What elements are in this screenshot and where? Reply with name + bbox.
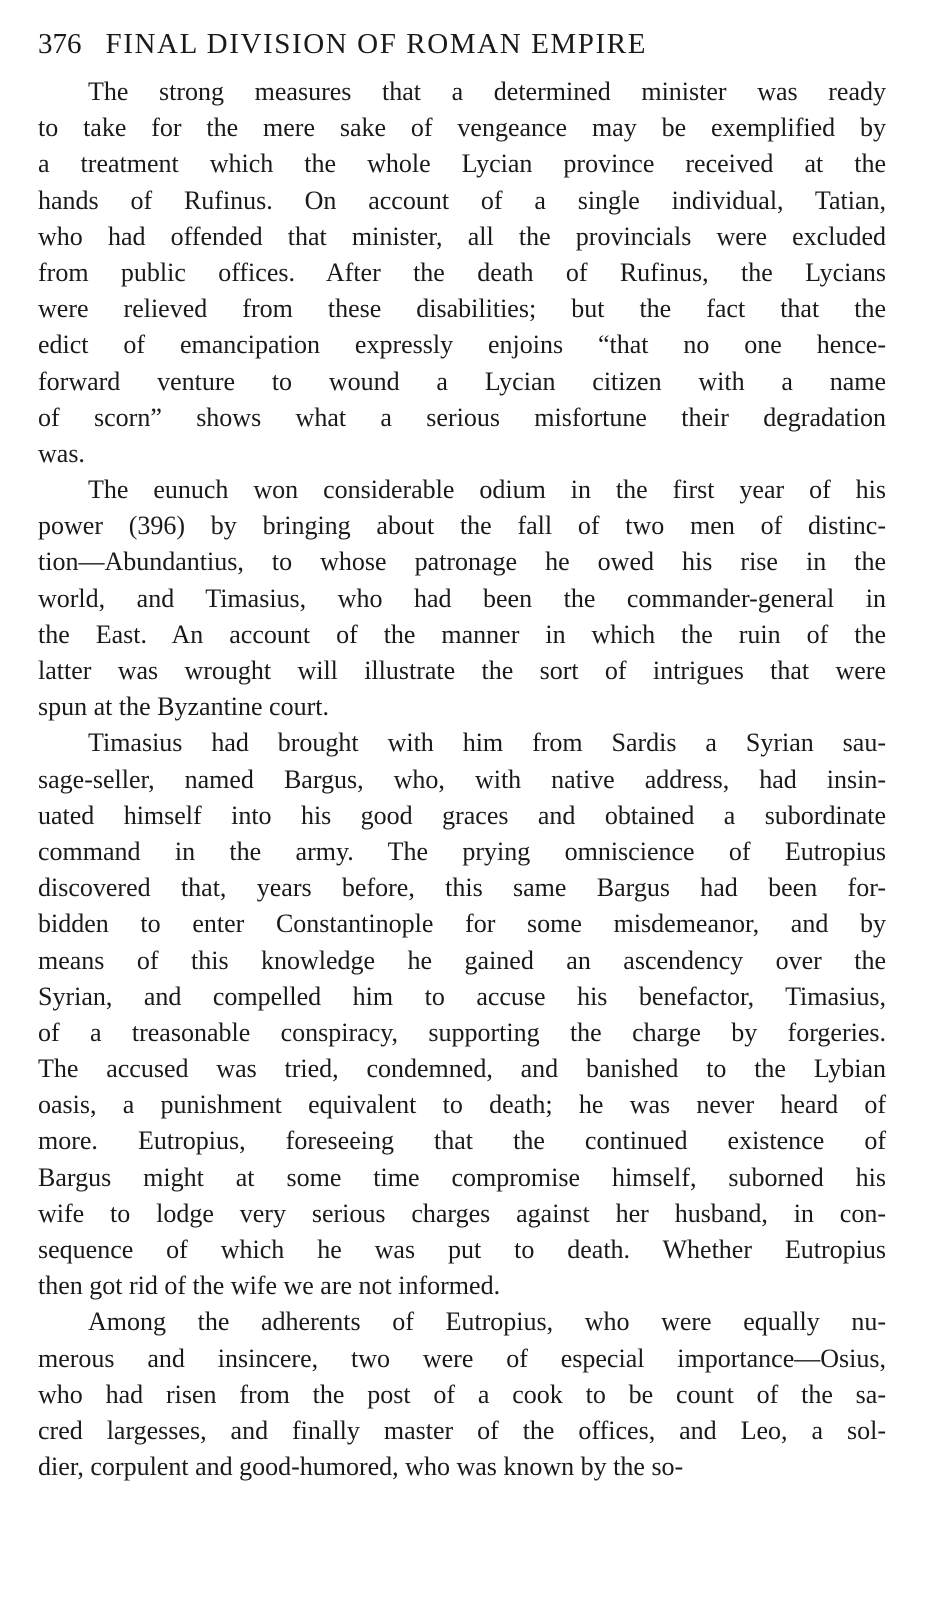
text-line: power (396) by bringing about the fall of two men of distinc-	[38, 511, 886, 541]
text-line: sage-seller, named Bargus, who, with native address, had insin-	[38, 764, 886, 794]
text-line: the East. An account of the manner in which the ruin of the	[38, 619, 886, 649]
book-page	[38, 28, 886, 1485]
page-number: 376	[38, 28, 82, 60]
text-line: hands of Rufinus. On account of a single individual, Tatian,	[38, 185, 886, 215]
text-line: world, and Timasius, who had been the commander-general in	[38, 583, 886, 613]
text-line: then got rid of the wife we are not informed.	[38, 1271, 501, 1301]
text-line: of scorn” shows what a serious misfortune their degradation	[38, 402, 886, 432]
paragraph	[38, 472, 886, 725]
text-line: discovered that, years before, this same Bargus had been for-	[38, 873, 886, 903]
text-line: of a treasonable conspiracy, supporting the charge by forgeries.	[38, 1017, 886, 1047]
text-line: bidden to enter Constantinople for some misdemeanor, and by	[38, 909, 886, 939]
text-line: Timasius had brought with him from Sardis a Syrian sau-	[88, 728, 886, 758]
text-line: wife to lodge very serious charges against her husband, in con-	[38, 1198, 886, 1228]
text-line: who had offended that minister, all the provincials were excluded	[38, 221, 886, 251]
text-line: The eunuch won considerable odium in the first year of his	[88, 475, 886, 505]
text-line: who had risen from the post of a cook to be count of the sa-	[38, 1379, 886, 1409]
text-line: from public offices. After the death of Rufinus, the Lycians	[38, 257, 886, 287]
text-line: to take for the mere sake of vengeance may be exemplified by	[38, 113, 886, 143]
text-line: cred largesses, and finally master of the offices, and Leo, a sol-	[38, 1415, 886, 1445]
text-line: means of this knowledge he gained an ascendency over the	[38, 945, 886, 975]
paragraph	[38, 74, 886, 472]
text-line: was.	[38, 438, 85, 468]
running-head	[38, 28, 886, 74]
text-line: Among the adherents of Eutropius, who were equally nu-	[88, 1307, 886, 1337]
paragraph	[38, 725, 886, 1304]
text-line: tion—Abundantius, to whose patronage he owed his rise in the	[38, 547, 886, 577]
text-line: uated himself into his good graces and obtained a subordinate	[38, 800, 886, 830]
text-line: sequence of which he was put to death. Whether Eutropius	[38, 1235, 886, 1264]
paragraph	[38, 1304, 886, 1485]
text-line: oasis, a punishment equivalent to death; he was never heard of	[38, 1090, 886, 1120]
text-line: spun at the Byzantine court.	[38, 692, 329, 722]
text-line: edict of emancipation expressly enjoins “that no one hence-	[38, 330, 886, 360]
text-line: merous and insincere, two were of especial importance—Osius,	[38, 1343, 886, 1373]
text-line: The accused was tried, condemned, and banished to the Lybian	[38, 1054, 886, 1084]
running-title: FINAL DIVISION OF ROMAN EMPIRE	[105, 28, 648, 60]
text-line: The strong measures that a determined minister was ready	[88, 77, 886, 106]
text-line: Bargus might at some time compromise himself, suborned his	[38, 1162, 886, 1192]
text-line: Syrian, and compelled him to accuse his benefactor, Timasius,	[38, 981, 886, 1011]
text-line: latter was wrought will illustrate the sort of intrigues that were	[38, 656, 886, 685]
text-line: a treatment which the whole Lycian province received at the	[38, 149, 886, 179]
text-line: more. Eutropius, foreseeing that the continued existence of	[38, 1126, 886, 1156]
text-line: forward venture to wound a Lycian citizen with a name	[38, 366, 886, 396]
text-line: were relieved from these disabilities; but the fact that the	[38, 294, 886, 324]
text-line: dier, corpulent and good-humored, who was known by the so-	[38, 1452, 684, 1482]
body-text	[38, 74, 886, 1485]
text-line: command in the army. The prying omniscience of Eutropius	[38, 836, 886, 866]
